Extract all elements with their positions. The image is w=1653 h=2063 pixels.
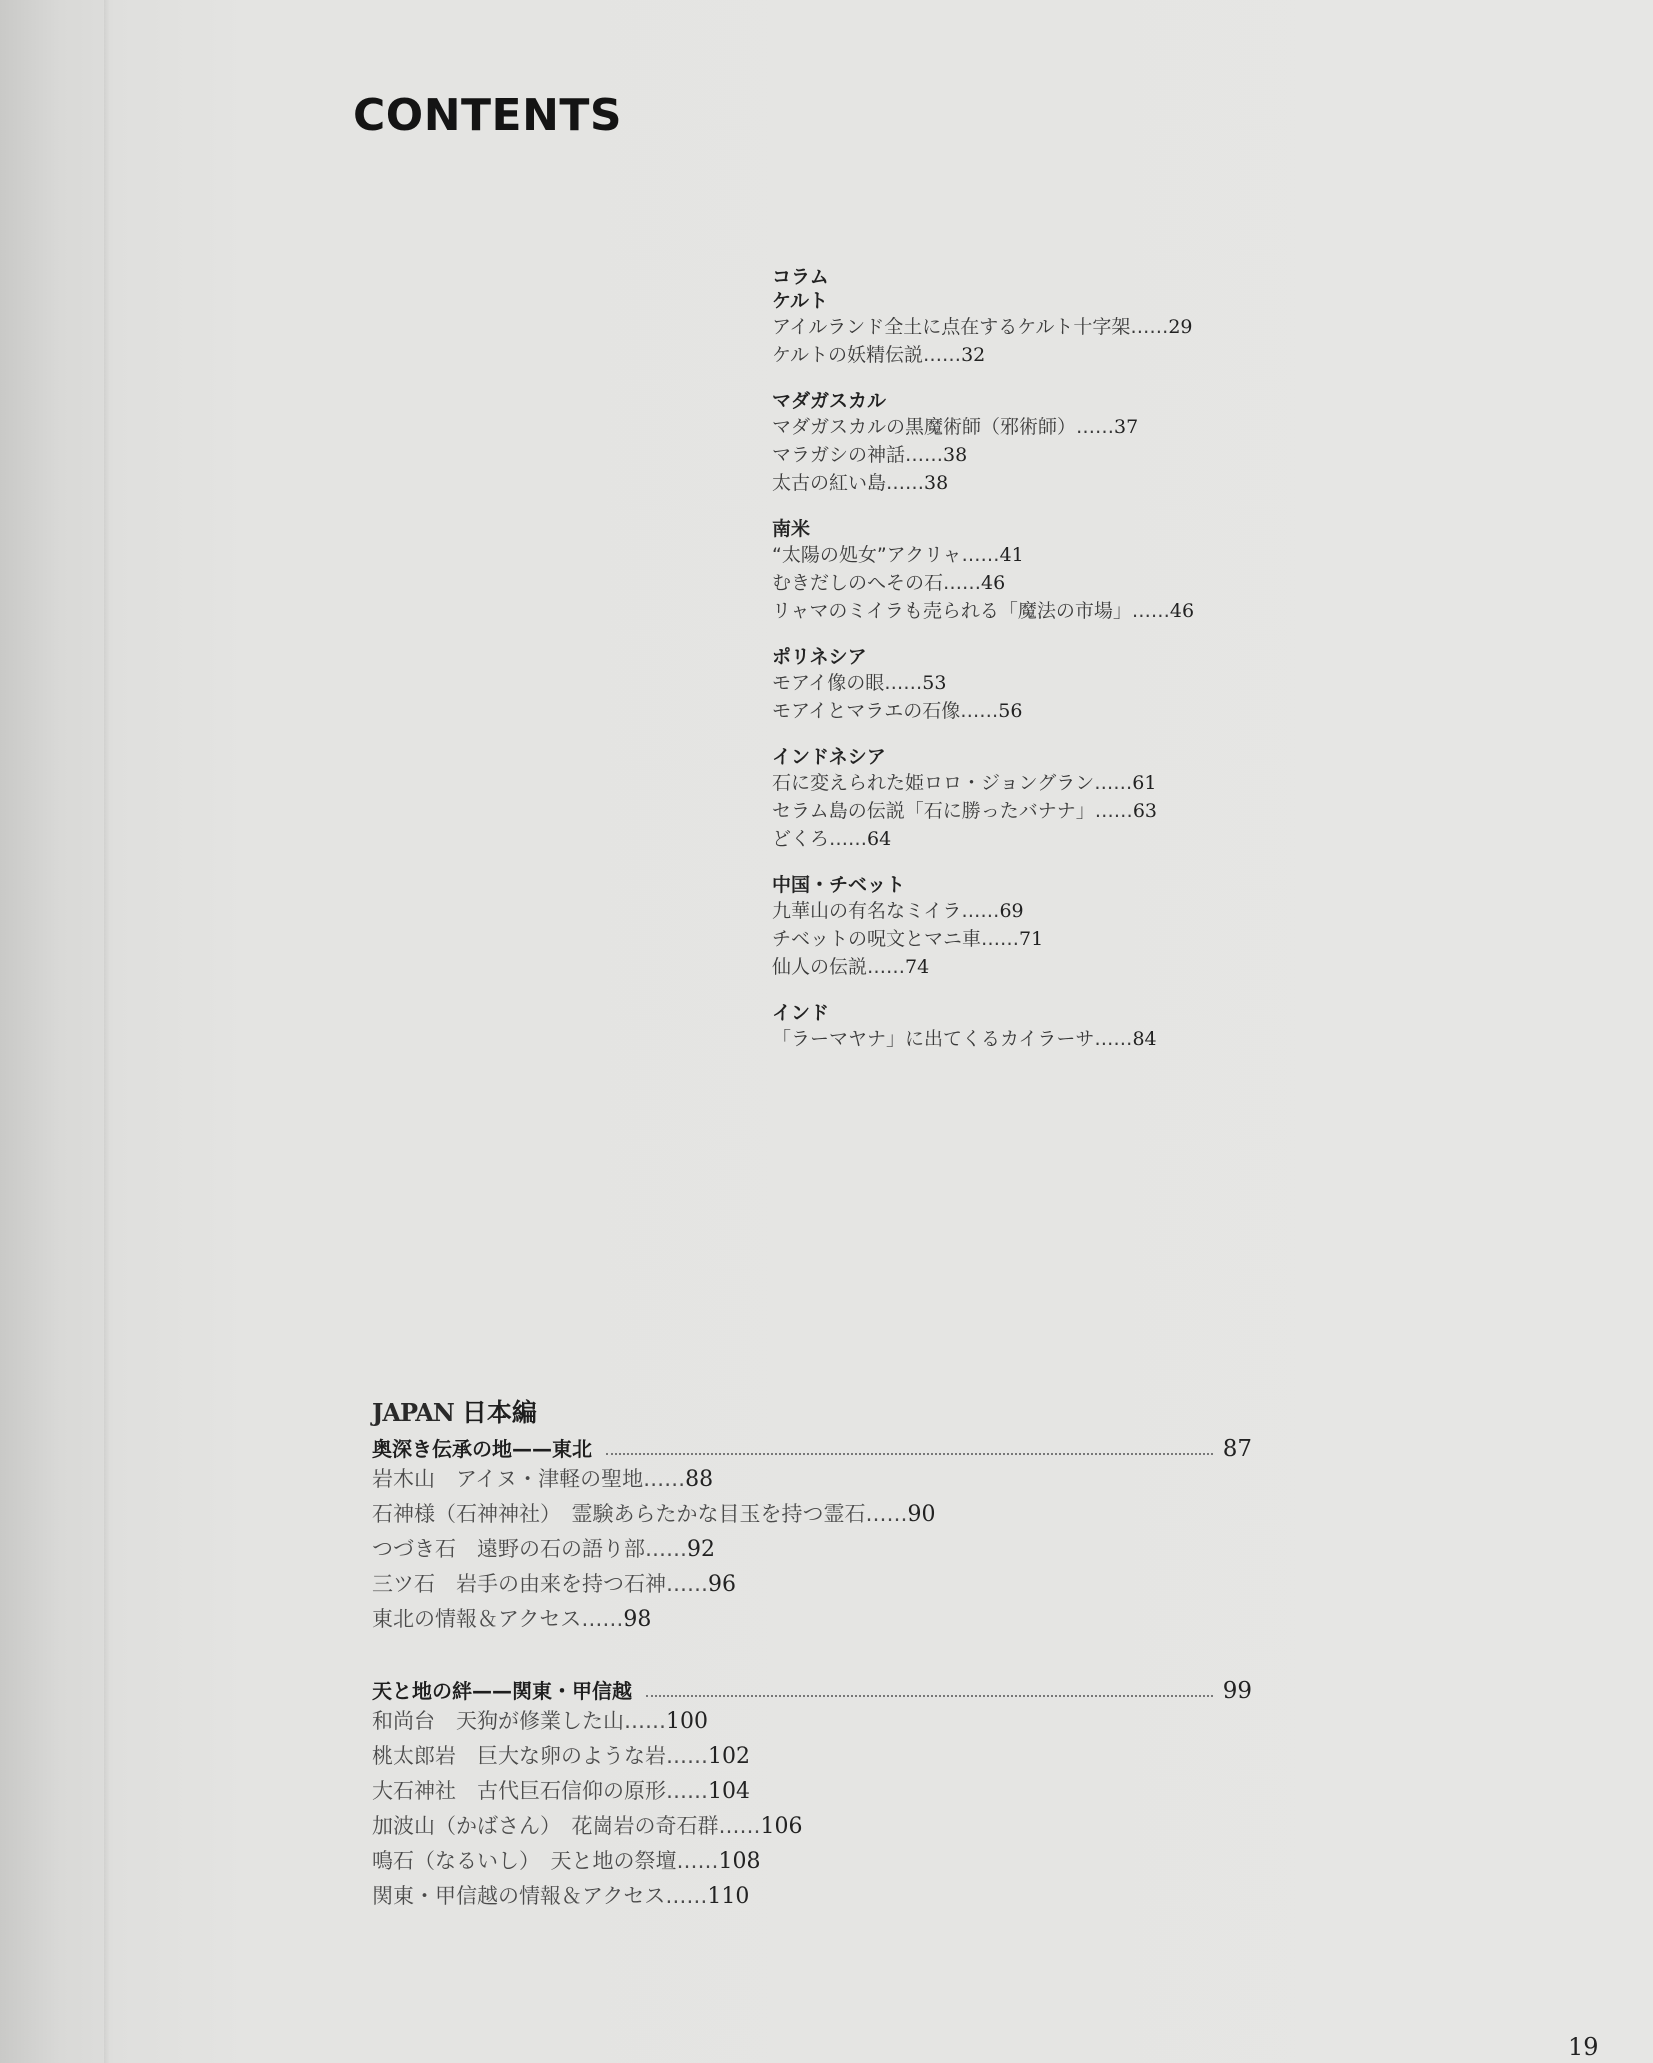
column-entry (772, 797, 1292, 825)
column-section (772, 645, 1292, 725)
toc-entry (372, 1567, 1252, 1602)
column-section-heading: インドネシア (772, 746, 886, 768)
column-entry (772, 569, 1292, 597)
toc-entry (372, 1462, 1252, 1497)
toc-entry-title: 大石神社 古代巨石信仰の原形…… (372, 1779, 708, 1803)
toc-entry (372, 1739, 1252, 1774)
region-heading (372, 1433, 1252, 1462)
region-heading (372, 1675, 1252, 1704)
column-entry-page: 53 (922, 672, 947, 694)
toc-entry-title: 和尚台 天狗が修業した山…… (372, 1709, 666, 1733)
column-entry-title: セラム島の伝説「石に勝ったバナナ」…… (772, 800, 1133, 822)
column-entry (772, 1025, 1292, 1053)
column-section-heading: ケルト (772, 290, 829, 312)
column-entry-title: “太陽の処女”アクリャ…… (772, 544, 1000, 566)
column-entry-page: 74 (905, 956, 930, 978)
column-entry (772, 341, 1292, 369)
column-entry (772, 441, 1292, 469)
column-entry-page: 63 (1132, 800, 1157, 822)
column-entry (772, 825, 1292, 853)
column-entry-page: 37 (1114, 416, 1139, 438)
toc-entry (372, 1602, 1252, 1637)
region-page: 99 (1222, 1678, 1252, 1704)
column-entry-page: 69 (999, 900, 1024, 922)
column-entry-title: チベットの呪文とマニ車…… (772, 928, 1020, 950)
column-entry-page: 38 (924, 472, 949, 494)
column-list (772, 265, 1292, 1073)
japan-regions (372, 1433, 1252, 1914)
leader-dots (646, 1695, 1213, 1697)
japan-section (372, 1393, 1252, 1914)
column-section (772, 389, 1292, 497)
column-entry-page: 38 (943, 444, 968, 466)
column-entry-title: 九華山の有名なミイラ…… (772, 900, 1000, 922)
column-entry-title: マラガシの神話…… (772, 444, 944, 466)
toc-entry (372, 1879, 1252, 1914)
column-section-heading: マダガスカル (772, 390, 887, 412)
japan-label-jp: 日本編 (461, 1398, 537, 1427)
column-entry-title: 「ラーマヤナ」に出てくるカイラーサ…… (772, 1028, 1133, 1050)
toc-entry (372, 1844, 1252, 1879)
column-entry-title: どくろ…… (772, 828, 868, 850)
toc-entry-page: 106 (760, 1814, 803, 1839)
column-section (772, 517, 1292, 625)
toc-entry-title: つづき石 遠野の石の語り部…… (372, 1537, 687, 1561)
column-entry (772, 313, 1292, 341)
toc-entry-title: 石神様（石神神社） 霊験あらたかな目玉を持つ霊石…… (372, 1502, 908, 1526)
region-page: 87 (1222, 1436, 1252, 1462)
toc-entry-page: 100 (666, 1709, 708, 1734)
column-entry (772, 669, 1292, 697)
column-entry-page: 56 (998, 700, 1023, 722)
column-entry (772, 697, 1292, 725)
page-title: CONTENTS (353, 90, 623, 141)
region-group (372, 1433, 1252, 1637)
toc-entry-page: 96 (708, 1572, 736, 1597)
region-name: 奥深き伝承の地——東北 (372, 1437, 592, 1461)
column-section (772, 873, 1292, 981)
toc-entry-page: 104 (708, 1779, 750, 1804)
toc-entry-page: 102 (708, 1744, 750, 1769)
toc-entry (372, 1704, 1252, 1739)
column-entry-page: 71 (1019, 928, 1044, 950)
toc-entry-title: 三ツ石 岩手の由来を持つ石神…… (372, 1572, 708, 1596)
japan-label-en: JAPAN (372, 1398, 454, 1427)
column-entry (772, 925, 1292, 953)
column-entry-page: 46 (981, 572, 1006, 594)
toc-entry-page: 108 (718, 1849, 761, 1874)
toc-entry (372, 1497, 1252, 1532)
column-entry-page: 32 (961, 344, 986, 366)
column-section-heading: ポリネシア (772, 646, 867, 668)
toc-entry-page: 92 (687, 1537, 715, 1562)
column-entry-page: 64 (867, 828, 892, 850)
column-entry-title: モアイ像の眼…… (772, 672, 923, 694)
column-entry-title: 仙人の伝説…… (772, 956, 906, 978)
toc-entry (372, 1809, 1252, 1844)
column-entry-title: 太古の紅い島…… (772, 472, 925, 494)
toc-entry-page: 98 (623, 1607, 652, 1632)
toc-entry-title: 岩木山 アイヌ・津軽の聖地…… (372, 1467, 686, 1491)
toc-entry-title: 東北の情報＆アクセス…… (372, 1607, 624, 1631)
toc-entry-title: 桃太郎岩 巨大な卵のような岩…… (372, 1744, 708, 1768)
column-sections (772, 289, 1292, 1053)
column-section-heading: 中国・チベット (772, 874, 906, 896)
page-gutter-shadow (104, 0, 110, 2063)
toc-entry-page: 110 (707, 1884, 750, 1909)
toc-entry-title: 加波山（かばさん） 花崗岩の奇石群…… (372, 1814, 761, 1838)
column-entry (772, 413, 1292, 441)
column-entry-title: リャマのミイラも売られる「魔法の市場」…… (772, 600, 1170, 622)
column-entry (772, 897, 1292, 925)
column-entry-page: 29 (1168, 316, 1193, 338)
column-entry (772, 541, 1292, 569)
toc-entry-page: 88 (685, 1467, 714, 1492)
region-name: 天と地の絆——関東・甲信越 (372, 1679, 632, 1703)
column-section (772, 1001, 1292, 1053)
column-entry-title: 石に変えられた姫ロロ・ジョングラン…… (772, 772, 1133, 794)
japan-heading (372, 1393, 1252, 1429)
toc-entry-title: 鳴石（なるいし） 天と地の祭壇…… (372, 1849, 719, 1873)
column-section-heading: 南米 (772, 518, 811, 540)
column-entry (772, 597, 1292, 625)
leader-dots (606, 1453, 1213, 1455)
column-entry-page: 61 (1132, 772, 1157, 794)
column-section (772, 289, 1292, 369)
column-entry (772, 769, 1292, 797)
column-entry-title: マダガスカルの黒魔術師（邪術師）…… (772, 416, 1115, 438)
column-section-heading: インド (772, 1002, 830, 1024)
toc-entry-page: 90 (907, 1502, 936, 1527)
toc-entry (372, 1532, 1252, 1567)
column-entry-page: 46 (1169, 600, 1195, 622)
column-entry-title: ケルトの妖精伝説…… (772, 344, 962, 366)
column-entry (772, 469, 1292, 497)
page-number: 19 (1568, 2033, 1599, 2061)
column-entry-title: アイルランド全土に点在するケルト十字架…… (772, 316, 1169, 338)
column-entry-page: 41 (999, 544, 1024, 566)
column-entry-title: モアイとマラエの石像…… (772, 700, 999, 722)
toc-entry-title: 関東・甲信越の情報＆アクセス…… (372, 1884, 708, 1908)
column-entry-title: むきだしのへその石…… (772, 572, 982, 594)
column-entry-page: 84 (1132, 1028, 1157, 1050)
region-group (372, 1675, 1252, 1914)
column-label: コラム (772, 266, 829, 288)
column-section (772, 745, 1292, 853)
column-entry (772, 953, 1292, 981)
toc-entry (372, 1774, 1252, 1809)
